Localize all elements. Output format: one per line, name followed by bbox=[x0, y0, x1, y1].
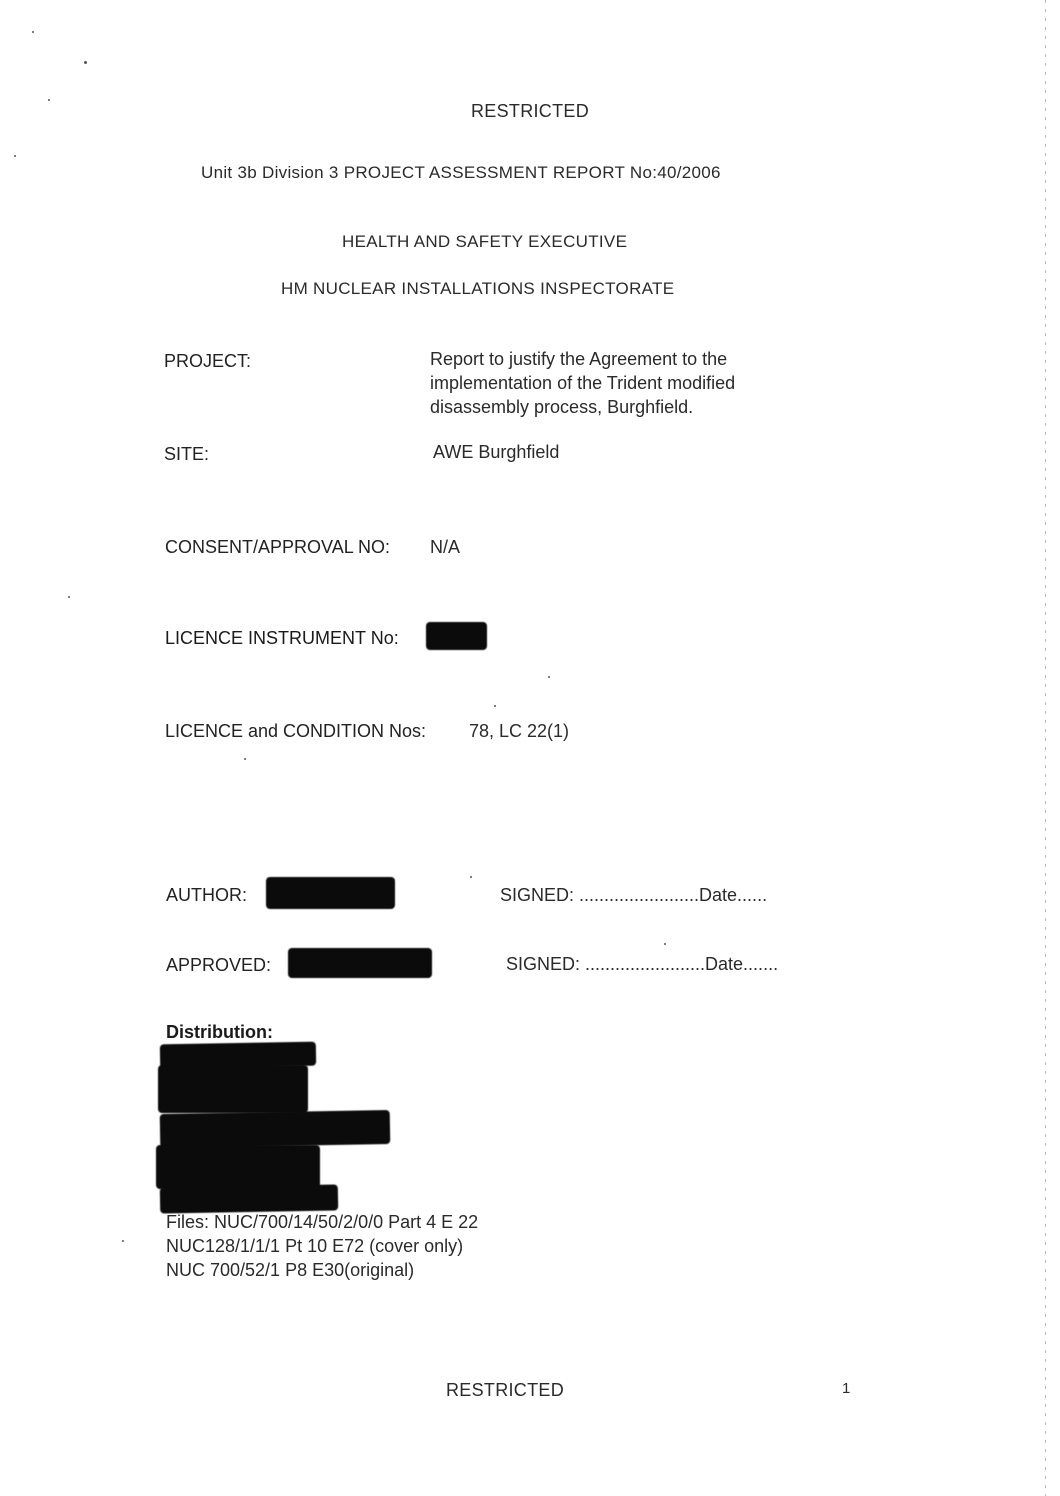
page-number: 1 bbox=[842, 1380, 851, 1397]
licence-condition-label: LICENCE and CONDITION Nos: bbox=[165, 721, 427, 741]
organisation-line-1: HEALTH AND SAFETY EXECUTIVE bbox=[342, 232, 628, 251]
file-reference-2: NUC128/1/1/1 Pt 10 E72 (cover only) bbox=[166, 1236, 464, 1256]
author-signed-line: SIGNED: ........................Date...... bbox=[500, 885, 768, 905]
classification-header: RESTRICTED bbox=[470, 101, 589, 121]
licence-condition-value: 78, LC 22(1) bbox=[469, 721, 570, 741]
file-reference-3: NUC 700/52/1 P8 E30(original) bbox=[166, 1260, 415, 1280]
project-value-line-3: disassembly process, Burghfield. bbox=[430, 397, 694, 417]
scan-speck bbox=[470, 876, 472, 878]
site-label: SITE: bbox=[164, 444, 210, 464]
scan-speck bbox=[548, 676, 550, 678]
scan-speck bbox=[32, 31, 34, 33]
scan-speck bbox=[84, 61, 87, 64]
file-reference-1: Files: NUC/700/14/50/2/0/0 Part 4 E 22 bbox=[166, 1212, 479, 1232]
redaction-distribution-3 bbox=[160, 1110, 391, 1148]
distribution-label: Distribution: bbox=[166, 1022, 273, 1042]
redaction-approver-name bbox=[288, 948, 432, 978]
classification-footer: RESTRICTED bbox=[446, 1380, 565, 1400]
redaction-licence-instrument bbox=[426, 622, 487, 650]
redaction-author-name bbox=[266, 877, 395, 909]
scan-speck bbox=[68, 596, 70, 598]
project-label: PROJECT: bbox=[164, 351, 252, 371]
project-value-line-2: implementation of the Trident modified bbox=[430, 373, 736, 393]
approved-label: APPROVED: bbox=[166, 955, 272, 975]
consent-label: CONSENT/APPROVAL NO: bbox=[165, 537, 391, 557]
scan-edge-line bbox=[1045, 0, 1046, 1496]
consent-value: N/A bbox=[430, 537, 461, 557]
scan-speck bbox=[664, 943, 666, 945]
scan-speck bbox=[14, 155, 16, 157]
redaction-distribution-2 bbox=[158, 1065, 308, 1113]
approved-signed-line: SIGNED: ........................Date....... bbox=[506, 954, 779, 974]
report-reference: Unit 3b Division 3 PROJECT ASSESSMENT REPORT No:40/2006 bbox=[201, 163, 721, 182]
scan-speck bbox=[494, 705, 496, 707]
author-label: AUTHOR: bbox=[166, 885, 247, 905]
scan-speck bbox=[122, 1240, 124, 1242]
organisation-line-2: HM NUCLEAR INSTALLATIONS INSPECTORATE bbox=[281, 279, 675, 298]
licence-instrument-label: LICENCE INSTRUMENT No: bbox=[165, 628, 399, 648]
redaction-distribution-4 bbox=[156, 1145, 320, 1189]
scan-speck bbox=[244, 758, 246, 760]
site-value: AWE Burghfield bbox=[433, 442, 560, 462]
project-value-line-1: Report to justify the Agreement to the bbox=[430, 349, 728, 369]
